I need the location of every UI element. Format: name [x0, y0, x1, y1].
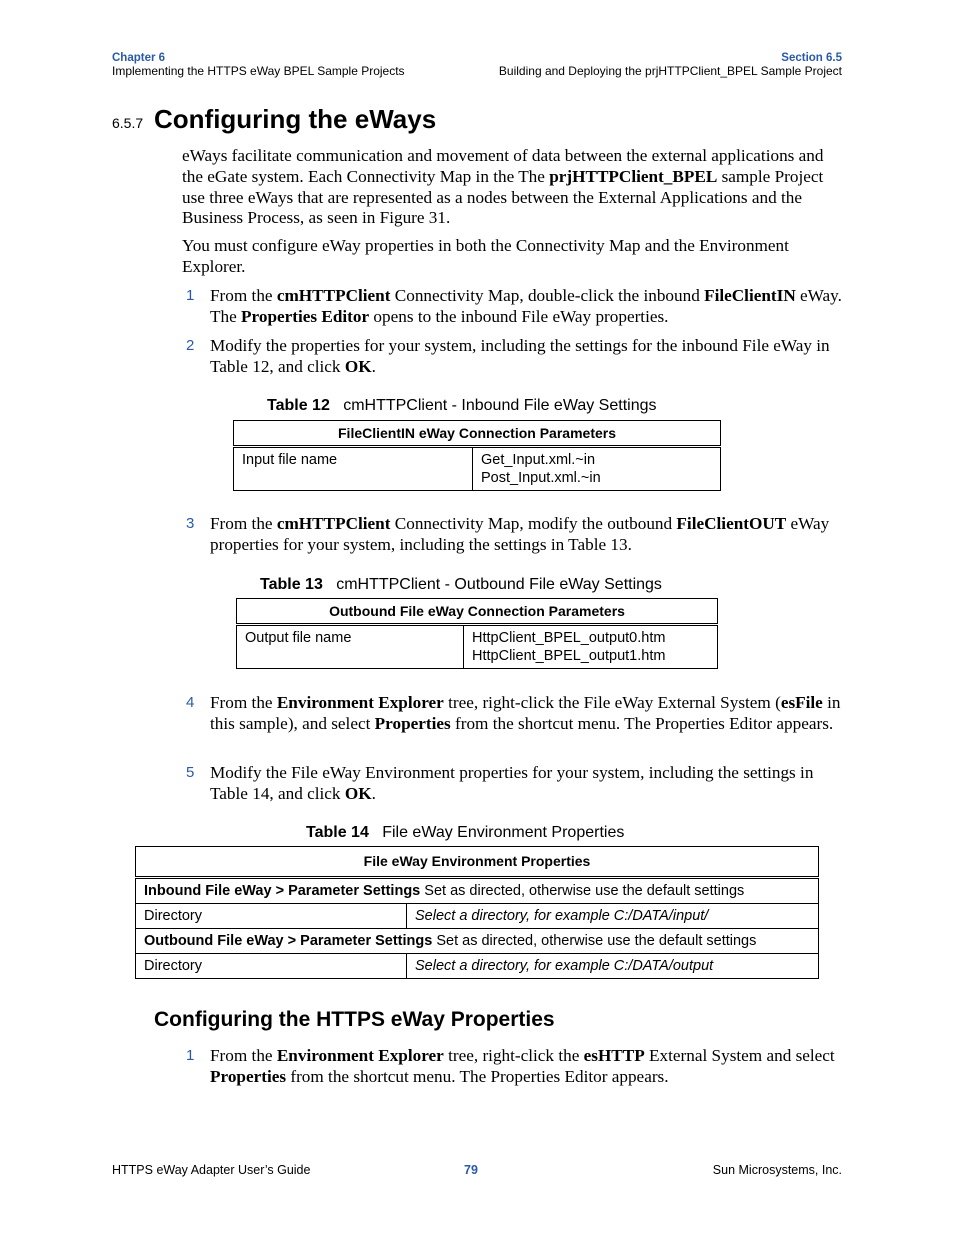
footer-guide-title: HTTPS eWay Adapter User’s Guide — [112, 1163, 311, 1177]
table-14-outbound-group: Outbound File eWay > Parameter Settings Set as directed, otherwise use the default settings — [136, 929, 819, 954]
table-14 — [135, 846, 819, 979]
step-number: 2 — [186, 337, 195, 354]
running-header-left — [112, 52, 405, 78]
table-14-inbound-group: Inbound File eWay > Parameter Settings Set as directed, otherwise use the default settings — [136, 878, 819, 904]
step-text: From the Environment Explorer tree, right-click the esHTTP External System and select Properties from the shortcut menu. The Properties Editor appears. — [210, 1046, 835, 1086]
step-text: From the Environment Explorer tree, right-click the File eWay External System (esFile in this sample), and select Properties from the shortcut menu. The Properties Editor appears. — [210, 693, 841, 733]
table-12-caption: Table 12 cmHTTPClient - Inbound File eWay Settings — [267, 397, 657, 414]
table-14-header: File eWay Environment Properties — [136, 847, 819, 878]
table-14-inbound-value: Select a directory, for example C:/DATA/input/ — [407, 904, 819, 929]
table-13-key: Output file name — [237, 625, 464, 669]
section-running-title: Building and Deploying the prjHTTPClient_BPEL Sample Project — [498, 64, 842, 78]
section-number: 6.5.7 — [112, 115, 144, 131]
step-number: 4 — [186, 694, 195, 711]
table-12-header: FileClientIN eWay Connection Parameters — [234, 421, 721, 447]
step-text: Modify the properties for your system, including the settings for the inbound File eWay in Table 12, and click OK. — [210, 336, 830, 376]
section-heading — [112, 104, 436, 135]
step-number: 1 — [186, 1047, 195, 1064]
table-14-outbound-value: Select a directory, for example C:/DATA/output — [407, 954, 819, 979]
step-text: From the cmHTTPClient Connectivity Map, modify the outbound FileClientOUT eWay properties for your system, including the settings in Table 13. — [210, 514, 830, 554]
table-14-outbound-key: Directory — [136, 954, 407, 979]
step-number: 5 — [186, 764, 195, 781]
running-header-right — [499, 52, 842, 78]
config-paragraph: You must configure eWay properties in both the Connectivity Map and the Environment Explorer. — [182, 236, 789, 276]
intro-text-a: eWays facilitate communication and movement of data between the external applications and the eGate system. Each Connectivity Map in the The — [182, 146, 824, 186]
table-13-value: HttpClient_BPEL_output0.htm HttpClient_BPEL_output1.htm — [464, 625, 718, 669]
table-14-inbound-key: Directory — [136, 904, 407, 929]
intro-text-c: sample Project use three eWays that are represented as a nodes between the External Applications and the Business Process, as seen in Figure 31. — [182, 166, 824, 228]
step-text: Modify the File eWay Environment properties for your system, including the settings in Table 14, and click OK. — [210, 763, 814, 803]
table-12-key: Input file name — [234, 447, 473, 491]
page-number: 79 — [464, 1163, 478, 1177]
section-label: Section 6.5 — [781, 52, 842, 64]
table-12 — [233, 420, 721, 491]
chapter-title: Implementing the HTTPS eWay BPEL Sample Projects — [112, 64, 405, 78]
section-title: Configuring the eWays — [154, 104, 437, 134]
table-14-caption: Table 14 File eWay Environment Properties — [306, 824, 625, 841]
intro-project-name: prjHTTPClient_BPEL — [549, 166, 718, 186]
step-number: 3 — [186, 515, 195, 532]
chapter-label: Chapter 6 — [112, 52, 166, 64]
step-text: From the cmHTTPClient Connectivity Map, double-click the inbound FileClientIN eWay. The Properties Editor opens to the inbound File eWay properties. — [210, 286, 842, 326]
table-12-value: Get_Input.xml.~in Post_Input.xml.~in — [473, 447, 721, 491]
intro-paragraph — [182, 146, 842, 229]
footer-company: Sun Microsystems, Inc. — [712, 1163, 842, 1177]
table-13-header: Outbound File eWay Connection Parameters — [237, 599, 718, 625]
table-13-caption: Table 13 cmHTTPClient - Outbound File eWay Settings — [260, 576, 662, 593]
subsection-title: Configuring the HTTPS eWay Properties — [154, 1008, 555, 1031]
step-number: 1 — [186, 287, 195, 304]
table-13 — [236, 598, 718, 669]
